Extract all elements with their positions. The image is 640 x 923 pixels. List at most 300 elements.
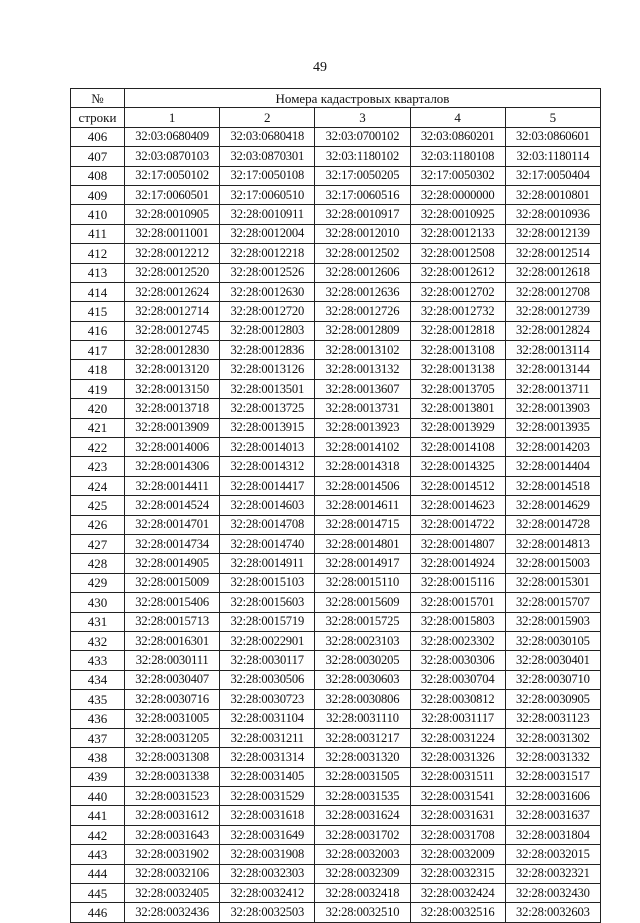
cadastral-quarter-cell: 32:28:0031606 <box>505 787 600 806</box>
cadastral-quarter-cell: 32:28:0014813 <box>505 534 600 553</box>
cadastral-quarter-cell: 32:28:0014203 <box>505 438 600 457</box>
row-number-cell: 406 <box>71 127 125 146</box>
row-number-cell: 444 <box>71 864 125 883</box>
row-number-cell: 409 <box>71 185 125 204</box>
row-number-cell: 434 <box>71 670 125 689</box>
cadastral-quarter-cell: 32:28:0030105 <box>505 631 600 650</box>
cadastral-quarter-cell: 32:28:0012139 <box>505 224 600 243</box>
table-row <box>71 903 601 922</box>
cadastral-quarter-cell: 32:28:0031211 <box>220 728 315 747</box>
table-row <box>71 302 601 321</box>
column-number-header: 4 <box>410 108 505 127</box>
row-number-cell: 431 <box>71 612 125 631</box>
row-number-cell: 433 <box>71 651 125 670</box>
cadastral-quarter-cell: 32:28:0030905 <box>505 690 600 709</box>
cadastral-quarter-cell: 32:28:0012520 <box>125 263 220 282</box>
cadastral-quarter-cell: 32:28:0030716 <box>125 690 220 709</box>
table-row <box>71 166 601 185</box>
cadastral-quarter-cell: 32:28:0032412 <box>220 884 315 903</box>
row-number-cell: 421 <box>71 418 125 437</box>
cadastral-quarter-cell: 32:28:0013144 <box>505 360 600 379</box>
cadastral-quarter-cell: 32:17:0050108 <box>220 166 315 185</box>
cadastral-quarter-cell: 32:03:0700102 <box>315 127 410 146</box>
cadastral-quarter-cell: 32:28:0015701 <box>410 593 505 612</box>
cadastral-quarter-cell: 32:28:0031649 <box>220 825 315 844</box>
cadastral-quarter-cell: 32:28:0032603 <box>505 903 600 922</box>
cadastral-quarter-cell: 32:28:0010936 <box>505 205 600 224</box>
cadastral-quarter-cell: 32:28:0031217 <box>315 728 410 747</box>
row-number-cell: 445 <box>71 884 125 903</box>
cadastral-quarter-cell: 32:28:0014108 <box>410 438 505 457</box>
cadastral-quarter-cell: 32:28:0032303 <box>220 864 315 883</box>
cadastral-quarter-cell: 32:28:0013132 <box>315 360 410 379</box>
cadastral-quarter-cell: 32:17:0050205 <box>315 166 410 185</box>
cadastral-quarter-cell: 32:28:0013923 <box>315 418 410 437</box>
row-number-cell: 426 <box>71 515 125 534</box>
cadastral-quarter-cell: 32:28:0031205 <box>125 728 220 747</box>
cadastral-quarter-cell: 32:28:0014512 <box>410 476 505 495</box>
row-number-cell: 411 <box>71 224 125 243</box>
cadastral-quarter-cell: 32:28:0030704 <box>410 670 505 689</box>
cadastral-quarter-cell: 32:28:0015116 <box>410 573 505 592</box>
cadastral-quarter-cell: 32:28:0013903 <box>505 399 600 418</box>
cadastral-quarter-cell: 32:28:0012010 <box>315 224 410 243</box>
cadastral-quarter-cell: 32:28:0013935 <box>505 418 600 437</box>
cadastral-quarter-cell: 32:28:0014722 <box>410 515 505 534</box>
cadastral-quarter-cell: 32:28:0014623 <box>410 496 505 515</box>
cadastral-quarter-cell: 32:28:0014740 <box>220 534 315 553</box>
row-number-cell: 440 <box>71 787 125 806</box>
cadastral-quarter-cell: 32:03:1180102 <box>315 147 410 166</box>
cadastral-quarter-cell: 32:28:0032009 <box>410 845 505 864</box>
cadastral-quarter-cell: 32:28:0012606 <box>315 263 410 282</box>
cadastral-quarter-cell: 32:28:0015707 <box>505 593 600 612</box>
cadastral-quarter-cell: 32:28:0012526 <box>220 263 315 282</box>
cadastral-quarter-cell: 32:28:0031326 <box>410 748 505 767</box>
cadastral-quarter-cell: 32:28:0014306 <box>125 457 220 476</box>
cadastral-quarter-cell: 32:28:0015110 <box>315 573 410 592</box>
cadastral-quarter-cell: 32:28:0016301 <box>125 631 220 650</box>
cadastral-quarter-cell: 32:28:0012218 <box>220 244 315 263</box>
cadastral-quarter-cell: 32:17:0050404 <box>505 166 600 185</box>
cadastral-quarter-cell: 32:28:0012732 <box>410 302 505 321</box>
cadastral-quarter-cell: 32:28:0031902 <box>125 845 220 864</box>
table-row <box>71 651 601 670</box>
cadastral-quarter-cell: 32:28:0032430 <box>505 884 600 903</box>
cadastral-quarter-cell: 32:28:0031618 <box>220 806 315 825</box>
cadastral-quarter-cell: 32:28:0031631 <box>410 806 505 825</box>
cadastral-quarter-cell: 32:28:0032436 <box>125 903 220 922</box>
cadastral-quarter-cell: 32:28:0014734 <box>125 534 220 553</box>
cadastral-quarter-cell: 32:28:0031104 <box>220 709 315 728</box>
cadastral-quarter-cell: 32:28:0010925 <box>410 205 505 224</box>
cadastral-quarters-table <box>70 88 601 923</box>
cadastral-quarter-cell: 32:28:0032321 <box>505 864 600 883</box>
cadastral-quarter-cell: 32:28:0014611 <box>315 496 410 515</box>
table-row <box>71 185 601 204</box>
table-row <box>71 864 601 883</box>
table-row <box>71 690 601 709</box>
cadastral-quarter-cell: 32:28:0031224 <box>410 728 505 747</box>
cadastral-quarter-cell: 32:28:0031637 <box>505 806 600 825</box>
cadastral-quarter-cell: 32:17:0060516 <box>315 185 410 204</box>
cadastral-quarter-cell: 32:28:0032418 <box>315 884 410 903</box>
row-number-cell: 432 <box>71 631 125 650</box>
cadastral-quarter-cell: 32:28:0014911 <box>220 554 315 573</box>
cadastral-quarter-cell: 32:28:0014411 <box>125 476 220 495</box>
row-number-cell: 441 <box>71 806 125 825</box>
table-row <box>71 379 601 398</box>
cadastral-quarter-cell: 32:28:0013929 <box>410 418 505 437</box>
cadastral-quarter-cell: 32:28:0014506 <box>315 476 410 495</box>
row-number-cell: 410 <box>71 205 125 224</box>
cadastral-quarter-cell: 32:28:0031505 <box>315 767 410 786</box>
table-row <box>71 205 601 224</box>
row-number-cell: 437 <box>71 728 125 747</box>
table-row <box>71 825 601 844</box>
cadastral-quarter-cell: 32:28:0014417 <box>220 476 315 495</box>
cadastral-quarter-cell: 32:03:0860201 <box>410 127 505 146</box>
table-row <box>71 631 601 650</box>
table-row <box>71 573 601 592</box>
cadastral-quarter-cell: 32:28:0031511 <box>410 767 505 786</box>
cadastral-quarter-cell: 32:28:0012809 <box>315 321 410 340</box>
cadastral-quarter-cell: 32:28:0015725 <box>315 612 410 631</box>
cadastral-quarter-cell: 32:28:0015803 <box>410 612 505 631</box>
row-number-cell: 417 <box>71 341 125 360</box>
cadastral-quarter-cell: 32:28:0012739 <box>505 302 600 321</box>
cadastral-quarter-cell: 32:28:0031535 <box>315 787 410 806</box>
cadastral-quarter-cell: 32:28:0032015 <box>505 845 600 864</box>
table-row <box>71 127 601 146</box>
cadastral-quarter-cell: 32:28:0032516 <box>410 903 505 922</box>
cadastral-quarter-cell: 32:28:0023302 <box>410 631 505 650</box>
cadastral-quarter-cell: 32:28:0012818 <box>410 321 505 340</box>
cadastral-quarter-cell: 32:28:0030812 <box>410 690 505 709</box>
cadastral-quarter-cell: 32:28:0031405 <box>220 767 315 786</box>
cadastral-quarter-cell: 32:28:0012502 <box>315 244 410 263</box>
cadastral-quarter-cell: 32:28:0031117 <box>410 709 505 728</box>
row-number-cell: 428 <box>71 554 125 573</box>
cadastral-quarter-cell: 32:28:0012630 <box>220 282 315 301</box>
cadastral-quarter-cell: 32:28:0012830 <box>125 341 220 360</box>
cadastral-quarter-cell: 32:28:0010911 <box>220 205 315 224</box>
cadastral-quarter-cell: 32:28:0031332 <box>505 748 600 767</box>
cadastral-quarter-cell: 32:28:0010917 <box>315 205 410 224</box>
cadastral-quarter-cell: 32:28:0012803 <box>220 321 315 340</box>
cadastral-quarter-cell: 32:28:0012745 <box>125 321 220 340</box>
cadastral-quarter-cell: 32:28:0032106 <box>125 864 220 883</box>
cadastral-quarter-cell: 32:28:0032503 <box>220 903 315 922</box>
cadastral-quarter-cell: 32:28:0013909 <box>125 418 220 437</box>
cadastral-quarter-cell: 32:28:0031302 <box>505 728 600 747</box>
cadastral-quarter-cell: 32:28:0013120 <box>125 360 220 379</box>
cadastral-quarter-cell: 32:28:0013108 <box>410 341 505 360</box>
cadastral-quarter-cell: 32:28:0013718 <box>125 399 220 418</box>
cadastral-quarter-cell: 32:28:0013711 <box>505 379 600 398</box>
cadastral-quarter-cell: 32:03:1180108 <box>410 147 505 166</box>
cadastral-quarter-cell: 32:28:0030710 <box>505 670 600 689</box>
cadastral-quarter-cell: 32:28:0014006 <box>125 438 220 457</box>
row-number-cell: 427 <box>71 534 125 553</box>
table-row <box>71 418 601 437</box>
cadastral-quarter-cell: 32:28:0014325 <box>410 457 505 476</box>
cadastral-quarter-cell: 32:28:0031314 <box>220 748 315 767</box>
cadastral-quarter-cell: 32:28:0012004 <box>220 224 315 243</box>
cadastral-quarter-cell: 32:03:0870103 <box>125 147 220 166</box>
row-number-cell: 443 <box>71 845 125 864</box>
table-row <box>71 263 601 282</box>
cadastral-quarter-cell: 32:28:0031708 <box>410 825 505 844</box>
cadastral-quarter-cell: 32:28:0014603 <box>220 496 315 515</box>
row-number-cell: 408 <box>71 166 125 185</box>
row-number-cell: 435 <box>71 690 125 709</box>
row-number-header-top: № <box>71 89 125 108</box>
cadastral-quarter-cell: 32:28:0015719 <box>220 612 315 631</box>
cadastral-quarter-cell: 32:28:0031005 <box>125 709 220 728</box>
row-number-cell: 420 <box>71 399 125 418</box>
cadastral-quarter-cell: 32:03:0680418 <box>220 127 315 146</box>
cadastral-quarter-cell: 32:28:0015609 <box>315 593 410 612</box>
row-number-header-bottom: строки <box>71 108 125 127</box>
cadastral-quarter-cell: 32:28:0014708 <box>220 515 315 534</box>
cadastral-quarter-cell: 32:28:0030117 <box>220 651 315 670</box>
row-number-cell: 446 <box>71 903 125 922</box>
cadastral-quarter-cell: 32:17:0060501 <box>125 185 220 204</box>
cadastral-quarter-cell: 32:28:0032405 <box>125 884 220 903</box>
cadastral-quarter-cell: 32:28:0031908 <box>220 845 315 864</box>
cadastral-quarter-cell: 32:28:0031523 <box>125 787 220 806</box>
table-row <box>71 884 601 903</box>
cadastral-quarter-cell: 32:17:0060510 <box>220 185 315 204</box>
cadastral-quarter-cell: 32:28:0014701 <box>125 515 220 534</box>
table-row <box>71 360 601 379</box>
cadastral-quarter-cell: 32:28:0031541 <box>410 787 505 806</box>
cadastral-quarter-cell: 32:28:0014905 <box>125 554 220 573</box>
table-row <box>71 554 601 573</box>
cadastral-quarter-cell: 32:28:0012636 <box>315 282 410 301</box>
table-row <box>71 457 601 476</box>
cadastral-quarter-cell: 32:28:0014629 <box>505 496 600 515</box>
row-number-cell: 438 <box>71 748 125 767</box>
cadastral-quarter-cell: 32:28:0030407 <box>125 670 220 689</box>
cadastral-quarter-cell: 32:28:0013114 <box>505 341 600 360</box>
row-number-cell: 412 <box>71 244 125 263</box>
cadastral-quarter-cell: 32:28:0012212 <box>125 244 220 263</box>
row-number-cell: 439 <box>71 767 125 786</box>
cadastral-quarter-cell: 32:28:0015103 <box>220 573 315 592</box>
cadastral-quarter-cell: 32:28:0013801 <box>410 399 505 418</box>
cadastral-quarter-cell: 32:28:0013607 <box>315 379 410 398</box>
cadastral-quarter-cell: 32:28:0012726 <box>315 302 410 321</box>
row-number-cell: 423 <box>71 457 125 476</box>
row-number-cell: 418 <box>71 360 125 379</box>
row-number-cell: 430 <box>71 593 125 612</box>
table-row <box>71 728 601 747</box>
cadastral-quarter-cell: 32:28:0012836 <box>220 341 315 360</box>
cadastral-quarter-cell: 32:28:0032424 <box>410 884 505 903</box>
cadastral-quarter-cell: 32:28:0014728 <box>505 515 600 534</box>
cadastral-quarter-cell: 32:28:0014917 <box>315 554 410 573</box>
cadastral-quarter-cell: 32:28:0012514 <box>505 244 600 263</box>
cadastral-quarter-cell: 32:28:0012612 <box>410 263 505 282</box>
cadastral-quarter-cell: 32:28:0014312 <box>220 457 315 476</box>
cadastral-quarter-cell: 32:28:0012624 <box>125 282 220 301</box>
cadastral-quarter-cell: 32:28:0012714 <box>125 302 220 321</box>
cadastral-quarter-cell: 32:03:0860601 <box>505 127 600 146</box>
table-row <box>71 534 601 553</box>
cadastral-quarter-cell: 32:28:0030506 <box>220 670 315 689</box>
cadastral-quarter-cell: 32:28:0031308 <box>125 748 220 767</box>
cadastral-quarter-cell: 32:28:0030205 <box>315 651 410 670</box>
cadastral-quarter-cell: 32:28:0031804 <box>505 825 600 844</box>
table-row <box>71 321 601 340</box>
cadastral-quarter-cell: 32:28:0011001 <box>125 224 220 243</box>
cadastral-quarter-cell: 32:28:0013705 <box>410 379 505 398</box>
cadastral-quarter-cell: 32:28:0030306 <box>410 651 505 670</box>
table-row <box>71 282 601 301</box>
cadastral-quarter-cell: 32:28:0013915 <box>220 418 315 437</box>
cadastral-quarter-cell: 32:17:0050102 <box>125 166 220 185</box>
cadastral-quarter-cell: 32:28:0012708 <box>505 282 600 301</box>
page-number: 49 <box>313 60 327 75</box>
cadastral-quarter-cell: 32:03:0870301 <box>220 147 315 166</box>
table-subheader-row <box>71 108 601 127</box>
cadastral-quarter-cell: 32:28:0014102 <box>315 438 410 457</box>
cadastral-quarter-cell: 32:28:0015903 <box>505 612 600 631</box>
cadastral-quarter-cell: 32:28:0032510 <box>315 903 410 922</box>
cadastral-quarter-cell: 32:28:0015603 <box>220 593 315 612</box>
table-row <box>71 748 601 767</box>
table-row <box>71 496 601 515</box>
cadastral-quarter-cell: 32:28:0032003 <box>315 845 410 864</box>
cadastral-quarter-cell: 32:28:0030723 <box>220 690 315 709</box>
cadastral-quarter-cell: 32:28:0014518 <box>505 476 600 495</box>
row-number-cell: 415 <box>71 302 125 321</box>
table-row <box>71 767 601 786</box>
column-number-header: 1 <box>125 108 220 127</box>
table-row <box>71 787 601 806</box>
cadastral-quarter-cell: 32:28:0000000 <box>410 185 505 204</box>
table-row <box>71 709 601 728</box>
table-row <box>71 147 601 166</box>
row-number-cell: 414 <box>71 282 125 301</box>
cadastral-quarter-cell: 32:28:0015301 <box>505 573 600 592</box>
row-number-cell: 429 <box>71 573 125 592</box>
cadastral-quarter-cell: 32:28:0014715 <box>315 515 410 534</box>
column-number-header: 3 <box>315 108 410 127</box>
cadastral-quarter-cell: 32:28:0023103 <box>315 631 410 650</box>
cadastral-quarter-cell: 32:28:0015003 <box>505 554 600 573</box>
table-row <box>71 438 601 457</box>
cadastral-quarter-cell: 32:28:0031517 <box>505 767 600 786</box>
cadastral-quarter-cell: 32:28:0015713 <box>125 612 220 631</box>
cadastral-quarter-cell: 32:28:0013731 <box>315 399 410 418</box>
row-number-cell: 407 <box>71 147 125 166</box>
cadastral-quarter-cell: 32:28:0012133 <box>410 224 505 243</box>
cadastral-quarter-cell: 32:28:0031702 <box>315 825 410 844</box>
row-number-cell: 424 <box>71 476 125 495</box>
cadastral-quarter-cell: 32:28:0031110 <box>315 709 410 728</box>
cadastral-quarter-cell: 32:03:1180114 <box>505 147 600 166</box>
table-row <box>71 515 601 534</box>
cadastral-quarter-cell: 32:28:0015406 <box>125 593 220 612</box>
cadastral-quarter-cell: 32:28:0012508 <box>410 244 505 263</box>
row-number-cell: 416 <box>71 321 125 340</box>
row-number-cell: 419 <box>71 379 125 398</box>
table-row <box>71 593 601 612</box>
table-row <box>71 670 601 689</box>
table-body <box>71 127 601 922</box>
cadastral-quarter-cell: 32:28:0030111 <box>125 651 220 670</box>
cadastral-quarter-cell: 32:28:0014807 <box>410 534 505 553</box>
row-number-cell: 425 <box>71 496 125 515</box>
cadastral-quarter-cell: 32:28:0031624 <box>315 806 410 825</box>
table-row <box>71 224 601 243</box>
cadastral-quarter-cell: 32:28:0031123 <box>505 709 600 728</box>
cadastral-quarter-cell: 32:28:0030806 <box>315 690 410 709</box>
cadastral-quarter-cell: 32:28:0014013 <box>220 438 315 457</box>
table-row <box>71 806 601 825</box>
table-row <box>71 341 601 360</box>
row-number-cell: 422 <box>71 438 125 457</box>
cadastral-quarter-cell: 32:28:0014924 <box>410 554 505 573</box>
cadastral-quarter-cell: 32:28:0013126 <box>220 360 315 379</box>
cadastral-quarter-cell: 32:28:0030603 <box>315 670 410 689</box>
row-number-cell: 442 <box>71 825 125 844</box>
cadastral-quarter-cell: 32:28:0031529 <box>220 787 315 806</box>
cadastral-quarter-cell: 32:28:0014801 <box>315 534 410 553</box>
row-number-cell: 436 <box>71 709 125 728</box>
cadastral-quarter-cell: 32:28:0010801 <box>505 185 600 204</box>
cadastral-quarter-cell: 32:28:0031338 <box>125 767 220 786</box>
cadastral-quarter-cell: 32:03:0680409 <box>125 127 220 146</box>
column-number-header: 5 <box>505 108 600 127</box>
column-number-header: 2 <box>220 108 315 127</box>
cadastral-quarter-cell: 32:28:0012702 <box>410 282 505 301</box>
table-row <box>71 244 601 263</box>
table-row <box>71 399 601 418</box>
cadastral-quarter-cell: 32:17:0050302 <box>410 166 505 185</box>
quarters-group-header: Номера кадастровых кварталов <box>125 89 601 108</box>
table-row <box>71 476 601 495</box>
cadastral-quarter-cell: 32:28:0012824 <box>505 321 600 340</box>
cadastral-quarter-cell: 32:28:0014318 <box>315 457 410 476</box>
row-number-cell: 413 <box>71 263 125 282</box>
cadastral-quarter-cell: 32:28:0032315 <box>410 864 505 883</box>
table-row <box>71 845 601 864</box>
cadastral-quarter-cell: 32:28:0015009 <box>125 573 220 592</box>
cadastral-quarter-cell: 32:28:0031320 <box>315 748 410 767</box>
cadastral-quarter-cell: 32:28:0014524 <box>125 496 220 515</box>
cadastral-quarter-cell: 32:28:0010905 <box>125 205 220 224</box>
table-row <box>71 612 601 631</box>
cadastral-quarter-cell: 32:28:0032309 <box>315 864 410 883</box>
table-header-row <box>71 89 601 108</box>
cadastral-quarter-cell: 32:28:0014404 <box>505 457 600 476</box>
cadastral-quarter-cell: 32:28:0013138 <box>410 360 505 379</box>
cadastral-quarter-cell: 32:28:0030401 <box>505 651 600 670</box>
cadastral-quarter-cell: 32:28:0013501 <box>220 379 315 398</box>
cadastral-quarter-cell: 32:28:0031643 <box>125 825 220 844</box>
cadastral-quarter-cell: 32:28:0013102 <box>315 341 410 360</box>
cadastral-quarter-cell: 32:28:0013150 <box>125 379 220 398</box>
cadastral-quarter-cell: 32:28:0012720 <box>220 302 315 321</box>
cadastral-quarter-cell: 32:28:0022901 <box>220 631 315 650</box>
cadastral-quarter-cell: 32:28:0012618 <box>505 263 600 282</box>
cadastral-quarter-cell: 32:28:0031612 <box>125 806 220 825</box>
cadastral-quarter-cell: 32:28:0013725 <box>220 399 315 418</box>
